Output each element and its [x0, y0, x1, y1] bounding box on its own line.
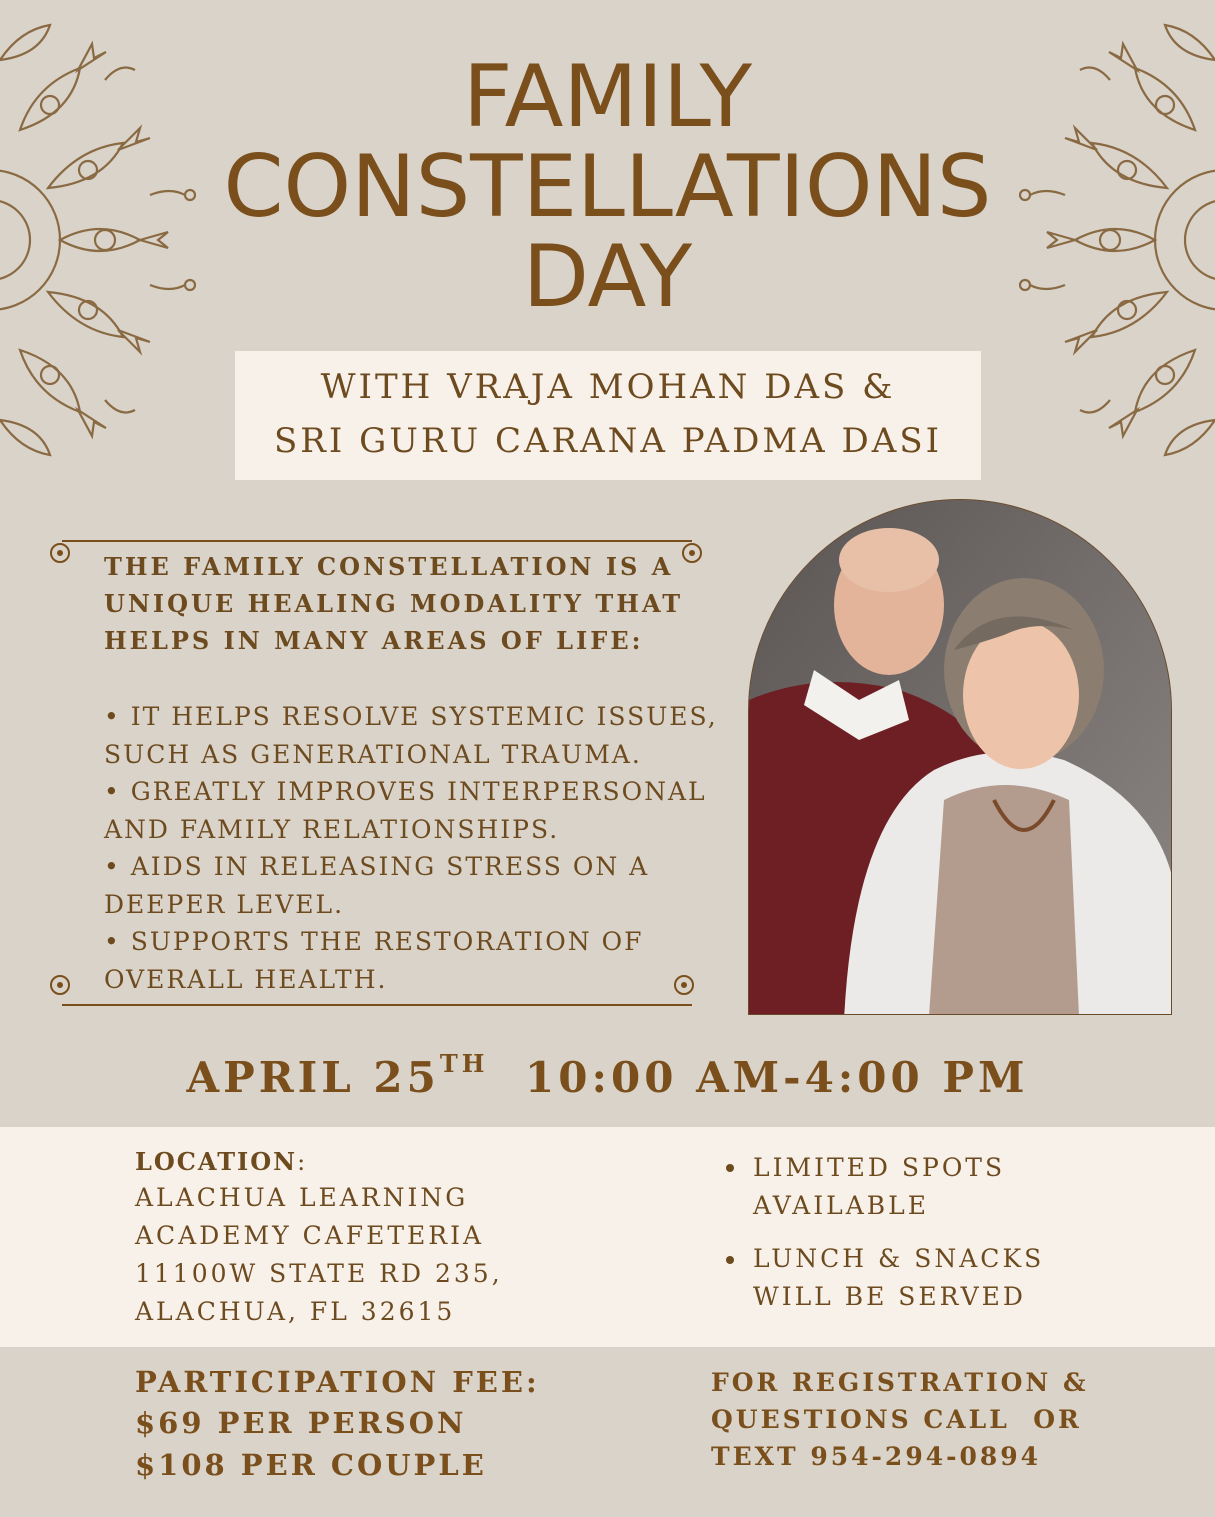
scroll-divider-bottom — [62, 1004, 692, 1006]
event-date: APRIL 25 — [186, 1053, 440, 1102]
note-line: LUNCH & SNACKS — [753, 1244, 1045, 1273]
intro-line: UNIQUE HEALING MODALITY THAT — [104, 589, 684, 618]
location-line: 11100W STATE RD 235, — [135, 1259, 503, 1288]
benefit-line: • IT HELPS RESOLVE SYSTEMIC ISSUES, — [104, 702, 718, 731]
registration-line-2: QUESTIONS CALL OR — [711, 1405, 1082, 1434]
intro-text — [104, 548, 724, 659]
benefit-line: OVERALL HEALTH. — [104, 964, 388, 994]
registration-phone: TEXT 954-294-0894 — [711, 1442, 1042, 1471]
event-time: 10:00 AM-4:00 PM — [525, 1053, 1029, 1102]
event-date-time — [0, 1049, 1215, 1102]
note-line: WILL BE SERVED — [753, 1282, 1026, 1311]
benefit-line: • GREATLY IMPROVES INTERPERSONAL — [104, 777, 707, 806]
fee-heading: PARTICIPATION FEE: — [135, 1365, 540, 1399]
note-line: AVAILABLE — [753, 1191, 929, 1220]
note-line: LIMITED SPOTS — [753, 1153, 1006, 1182]
benefit-line: AND FAMILY RELATIONSHIPS. — [104, 814, 560, 844]
title-line-2: CONSTELLATIONS — [223, 137, 992, 237]
location-colon: : — [297, 1148, 308, 1176]
benefit-line: SUCH AS GENERATIONAL TRAUMA. — [104, 739, 642, 769]
benefit-line: • AIDS IN RELEASING STRESS ON A — [104, 852, 650, 881]
intro-line: THE FAMILY CONSTELLATION IS A — [104, 552, 674, 581]
benefits-list — [104, 698, 744, 998]
fee-per-couple: $108 PER COUPLE — [135, 1448, 487, 1482]
benefit-line: DEEPER LEVEL. — [104, 889, 345, 919]
event-date-suffix: TH — [439, 1049, 489, 1078]
scroll-curl-icon — [48, 541, 72, 565]
portrait-illustration — [749, 500, 1172, 1015]
scroll-divider-top — [62, 540, 692, 542]
facilitators-line-1: WITH VRAJA MOHAN DAS & — [320, 367, 896, 407]
intro-line: HELPS IN MANY AREAS OF LIFE: — [104, 626, 644, 655]
facilitators-line-2: SRI GURU CARANA PADMA DASI — [273, 421, 943, 461]
benefit-line: • SUPPORTS THE RESTORATION OF — [104, 927, 644, 956]
bullet-dot — [726, 1164, 734, 1172]
location-line: ALACHUA, FL 32615 — [135, 1297, 456, 1326]
fee-per-person: $69 PER PERSON — [135, 1406, 467, 1440]
location-line: ALACHUA LEARNING — [135, 1183, 469, 1212]
location-heading — [135, 1147, 307, 1176]
facilitators-box — [235, 351, 981, 480]
scroll-curl-icon — [48, 973, 72, 997]
location-label: LOCATION — [135, 1147, 298, 1176]
facilitators-photo — [748, 499, 1172, 1015]
title-line-1: FAMILY — [463, 47, 752, 147]
location-line: ACADEMY CAFETERIA — [135, 1221, 485, 1250]
bullet-dot — [726, 1256, 734, 1264]
title-line-3: DAY — [522, 227, 693, 327]
registration-line-1: FOR REGISTRATION & — [711, 1368, 1089, 1397]
